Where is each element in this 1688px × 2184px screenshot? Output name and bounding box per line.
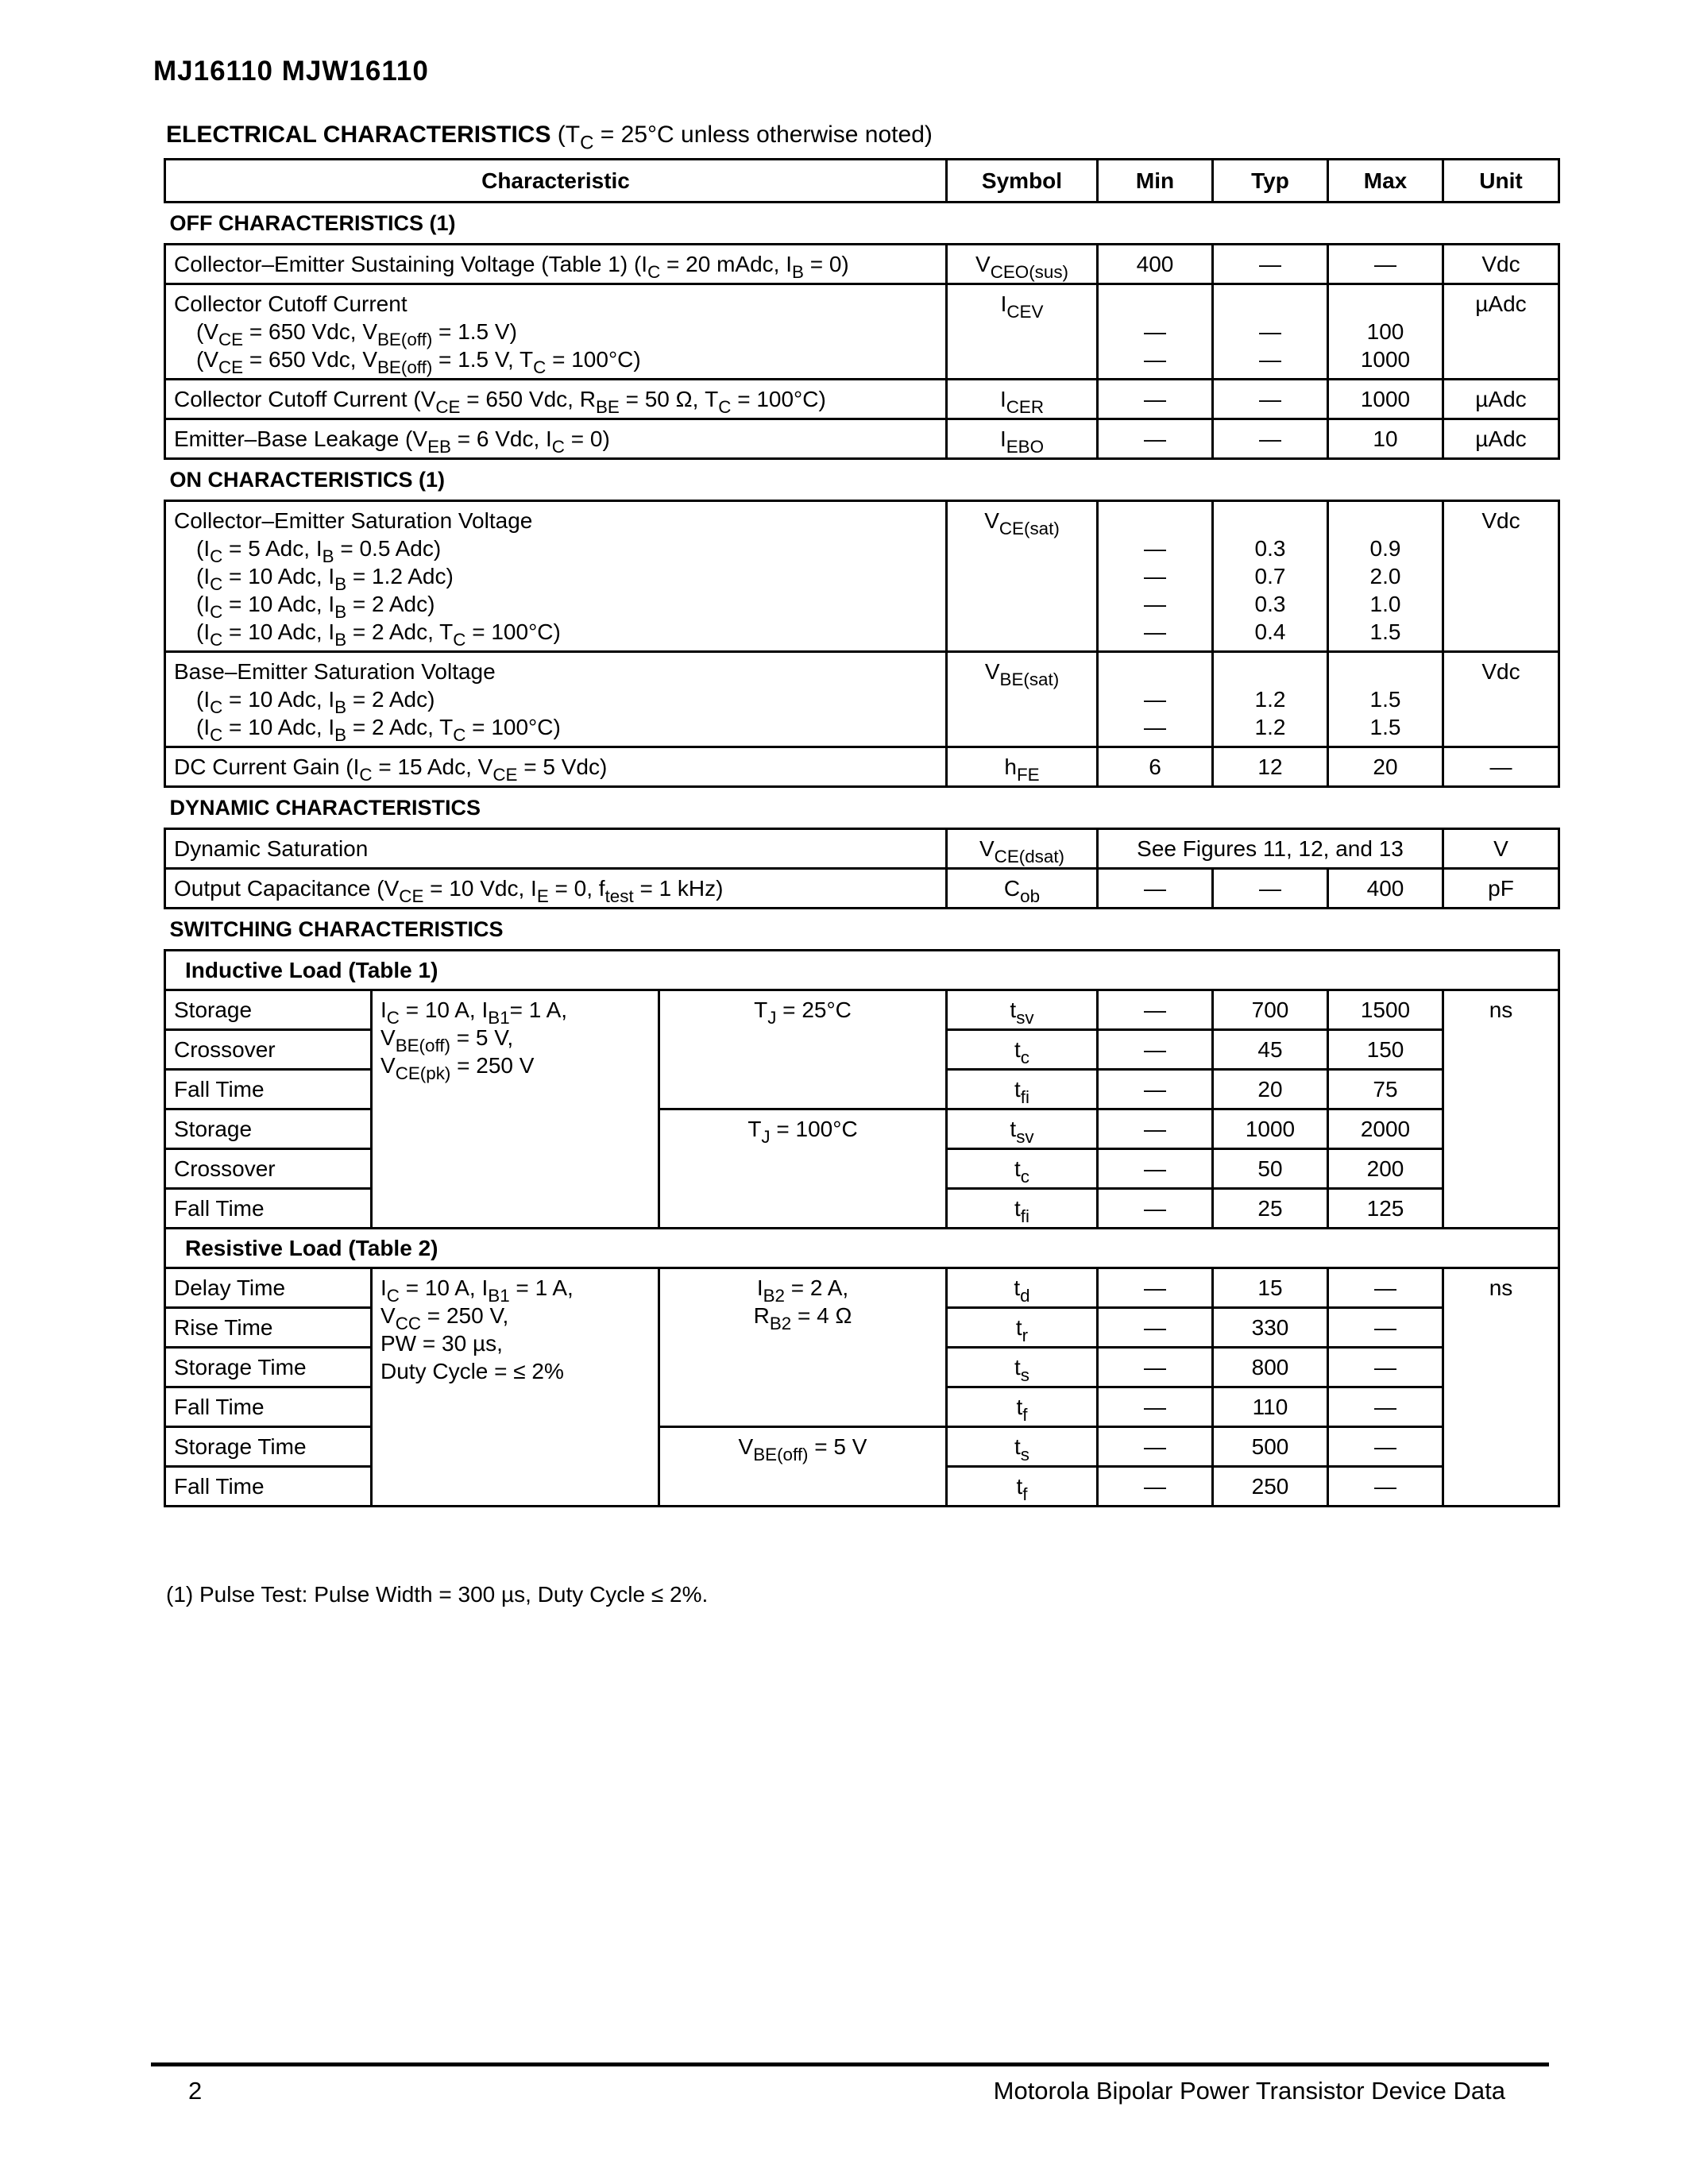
table-row: Output Capacitance ($V_{CE} = 10$ Vdc, $I_E = 0$, $f_{test} = 1$ kHz) $C_{ob}$ — — 400 pF (165, 869, 1559, 909)
table-row: Storage $I_C = 10$ A, $I_{B1}= 1$ A, $V_{BE(off)} = 5$ V, $V_{CE(pk)} = 250$ V $T_J = 25^\circ C$ $t_{sv}$ — 700 1500 ns (165, 990, 1559, 1030)
section-title: ELECTRICAL CHARACTERISTICS ($T_C = 25^\circ C$ unless otherwise noted) (166, 122, 933, 154)
table-row: Collector Cutoff Current ($V_{CE} = 650$ Vdc, $R_{BE} = 50$ Ω, $T_C = 100^\circ C$) $I_{CER}$ — — 1000 µAdc (165, 380, 1559, 419)
table-row: Collector Cutoff Current ($V_{CE} = 650$ Vdc, $V_{BE(off)} = 1.5$ V) ($V_{CE} = 650$ Vdc, $V_{BE(off)} = 1.5$ V, $T_C = 100^\circ C$) $I_{CEV}$ — — — — 100 1000 µAdc (165, 284, 1559, 380)
subgroup-heading: Inductive Load (Table 1) (165, 951, 1559, 990)
part-number-header: MJ16110 MJW16110 (153, 56, 429, 87)
electrical-characteristics-table (164, 158, 1560, 1507)
col-typ: Typ (1213, 160, 1328, 203)
table-row: Crossover $t_c$ — 50 200 (165, 1149, 1559, 1189)
group-heading: DYNAMIC CHARACTERISTICS (165, 787, 1559, 829)
table-row: Storage Time $t_s$ — 800 — (165, 1348, 1559, 1387)
inductive-conditions: $I_C = 10$ A, $I_{B1}= 1$ A, $V_{BE(off)} = 5$ V, $V_{CE(pk)} = 250$ V (372, 990, 659, 1229)
table-row: Crossover $t_c$ — 45 150 (165, 1030, 1559, 1070)
table-row: Collector–Emitter Sustaining Voltage (Table 1) ($I_C = 20$ mAdc, $I_B = 0$) $V_{CEO(sus)}$ 400 — — Vdc (165, 245, 1559, 284)
group-heading: SWITCHING CHARACTERISTICS (165, 909, 1559, 951)
subgroup-heading: Resistive Load (Table 2) (165, 1229, 1559, 1268)
table-row: Storage $T_J = 100^\circ C$ $t_{sv}$ — 1000 2000 (165, 1109, 1559, 1149)
table-row: DC Current Gain ($I_C = 15$ Adc, $V_{CE} = 5$ Vdc) $h_{FE}$ 6 12 20 — (165, 747, 1559, 787)
col-symbol: Symbol (947, 160, 1098, 203)
table-row: Storage Time $V_{BE(off)} = 5$ V $t_s$ — 500 — (165, 1427, 1559, 1467)
table-row: Dynamic Saturation $V_{CE(dsat)}$ See Figures 11, 12, and 13 V (165, 829, 1559, 869)
resistive-conditions: $I_C = 10$ A, $I_{B1} = 1$ A, $V_{CC} = 250$ V, PW = 30 µs, Duty Cycle = ≤ 2% (372, 1268, 659, 1507)
col-max: Max (1328, 160, 1443, 203)
table-row: Collector–Emitter Saturation Voltage ($I_C = 5$ Adc, $I_B = 0.5$ Adc) ($I_C = 10$ Adc, $I_B = 1.2$ Adc) ($I_C = 10$ Adc, $I_B = 2$ Adc) ($I_C = 10$ Adc, $I_B = 2$ Adc, $T_C = 100^\circ C$) $V_{CE(sat)}$ — — — — 0.3 0.7 0.3 0.4 0.9 2.0 1.0 1.5 Vdc (165, 501, 1559, 652)
table-row: Delay Time $I_C = 10$ A, $I_{B1} = 1$ A, $V_{CC} = 250$ V, PW = 30 µs, Duty Cycle = ≤ 2% $I_{B2} = 2$ A, $R_{B2} = 4$ Ω $t_d$ — 15 — ns (165, 1268, 1559, 1308)
table-header-row (165, 160, 1559, 203)
group-heading: ON CHARACTERISTICS (1) (165, 459, 1559, 501)
page-number: 2 (188, 2077, 203, 2105)
table-row: Base–Emitter Saturation Voltage ($I_C = 10$ Adc, $I_B = 2$ Adc) ($I_C = 10$ Adc, $I_B = 2$ Adc, $T_C = 100^\circ C$) $V_{BE(sat)}$ — — 1.2 1.2 1.5 1.5 Vdc (165, 652, 1559, 747)
footnote: (1) Pulse Test: Pulse Width = 300 µs, Duty Cycle ≤ 2%. (166, 1582, 709, 1607)
table-row: Fall Time $t_f$ — 110 — (165, 1387, 1559, 1427)
footer-divider (151, 2062, 1549, 2066)
col-unit: Unit (1443, 160, 1559, 203)
table-row: Rise Time $t_r$ — 330 — (165, 1308, 1559, 1348)
footer-title: Motorola Bipolar Power Transistor Device Data (993, 2077, 1505, 2105)
table-row: Fall Time $t_f$ — 250 — (165, 1467, 1559, 1507)
table-row: Fall Time $t_{fi}$ — 20 75 (165, 1070, 1559, 1109)
table-row: Fall Time $t_{fi}$ — 25 125 (165, 1189, 1559, 1229)
table-row: Emitter–Base Leakage ($V_{EB} = 6$ Vdc, $I_C = 0$) $I_{EBO}$ — — 10 µAdc (165, 419, 1559, 459)
col-min: Min (1098, 160, 1213, 203)
group-heading: OFF CHARACTERISTICS (1) (165, 203, 1559, 245)
col-characteristic: Characteristic (165, 160, 947, 203)
